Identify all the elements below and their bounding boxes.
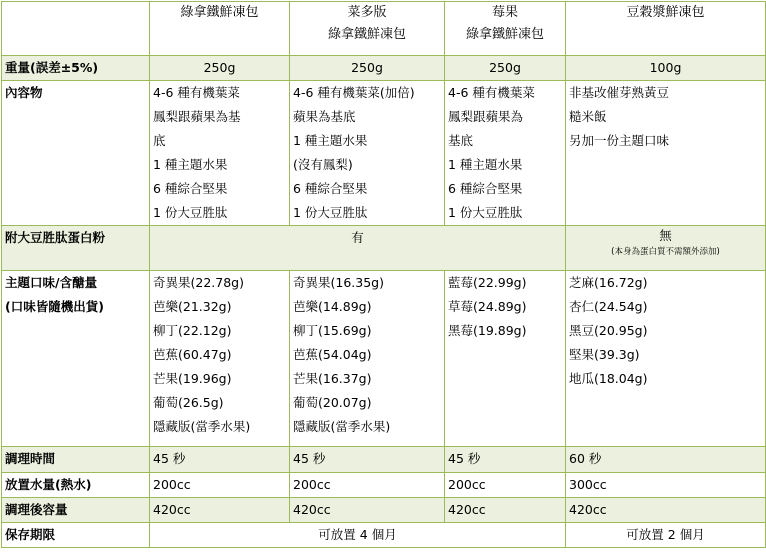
weight-value-1: 250g — [150, 56, 290, 81]
contents-item: 基底 — [448, 133, 474, 148]
volume-value-1: 420cc — [150, 498, 290, 523]
flavor-item: 芭樂(21.32g) — [153, 299, 232, 314]
header-veggie-latte-line2: 綠拿鐵鮮凍包 — [327, 27, 406, 42]
header-green-latte — [150, 2, 290, 56]
flavor-item: 芭蕉(60.47g) — [153, 347, 232, 362]
weight-value-3: 250g — [445, 56, 566, 81]
header-veggie-latte-line1: 菜多版 — [347, 5, 387, 20]
contents-item: 4-6 種有機葉菜 — [153, 85, 240, 100]
contents-item: 4-6 種有機葉菜(加倍) — [293, 85, 415, 100]
contents-item: 6 種綜合堅果 — [448, 181, 523, 196]
protein-yes: 有 — [150, 226, 566, 271]
flavors-row — [2, 271, 766, 447]
flavor-item: 黑豆(20.95g) — [569, 323, 648, 338]
cook-time-value-3: 45 秒 — [445, 447, 566, 473]
header-bean-grain-line1: 豆穀漿鮮凍包 — [626, 5, 705, 20]
contents-col-4 — [566, 81, 766, 226]
flavor-item: 芒果(19.96g) — [153, 371, 232, 386]
header-berry-latte-line2: 綠拿鐵鮮凍包 — [465, 27, 544, 42]
header-berry-latte — [445, 2, 566, 56]
contents-item: 1 種主題水果 — [293, 133, 368, 148]
weight-label: 重量(誤差±5%) — [2, 56, 150, 81]
volume-label: 調理後容量 — [2, 498, 150, 523]
flavor-item: 柳丁(22.12g) — [153, 323, 232, 338]
shelf-label: 保存期限 — [2, 523, 150, 548]
contents-col-1 — [150, 81, 290, 226]
flavor-item: 奇異果(22.78g) — [153, 275, 244, 290]
contents-item: 糙米飯 — [569, 109, 607, 124]
header-green-latte-line1: 綠拿鐵鮮凍包 — [180, 5, 259, 20]
flavor-item: 芒果(16.37g) — [293, 371, 372, 386]
shelf-last: 可放置 2 個月 — [566, 523, 766, 548]
contents-label: 內容物 — [2, 81, 150, 226]
cook-time-value-1: 45 秒 — [150, 447, 290, 473]
protein-row — [2, 226, 766, 271]
cook-time-value-4: 60 秒 — [566, 447, 766, 473]
header-row — [2, 2, 766, 56]
flavor-item: 柳丁(15.69g) — [293, 323, 372, 338]
flavor-item: 杏仁(24.54g) — [569, 299, 648, 314]
contents-item: 1 種主題水果 — [153, 157, 228, 172]
flavors-col-3 — [445, 271, 566, 447]
volume-row — [2, 498, 766, 523]
contents-item: 鳳梨跟蘋果為 — [448, 109, 524, 124]
header-bean-grain — [566, 2, 766, 56]
contents-item: 蘋果為基底 — [293, 109, 356, 124]
protein-note: (本身為蛋白質不需額外添加) — [611, 247, 720, 257]
contents-item: 6 種綜合堅果 — [153, 181, 228, 196]
flavor-item: 葡萄(26.5g) — [153, 395, 224, 410]
contents-item: 6 種綜合堅果 — [293, 181, 368, 196]
protein-label: 附大豆胜肽蛋白粉 — [2, 226, 150, 271]
volume-value-3: 420cc — [445, 498, 566, 523]
header-corner — [2, 2, 150, 56]
protein-no: 無 — [659, 228, 672, 243]
flavor-item: 隱藏版(當季水果) — [153, 419, 251, 434]
contents-col-3 — [445, 81, 566, 226]
header-berry-latte-line1: 莓果 — [491, 5, 518, 20]
contents-row — [2, 81, 766, 226]
contents-item: 1 份大豆胜肽 — [448, 205, 523, 220]
flavor-item: 草莓(24.89g) — [448, 299, 527, 314]
contents-item: 非基改催芽熟黃豆 — [569, 85, 670, 100]
flavor-item: 堅果(39.3g) — [569, 347, 640, 362]
flavors-col-1 — [150, 271, 290, 447]
product-comparison-table — [1, 1, 766, 548]
flavors-col-4 — [566, 271, 766, 447]
flavor-item: 藍莓(22.99g) — [448, 275, 527, 290]
flavors-label — [2, 271, 150, 447]
water-value-4: 300cc — [566, 473, 766, 498]
volume-value-4: 420cc — [566, 498, 766, 523]
contents-item: 另加一份主題口味 — [569, 133, 670, 148]
water-value-1: 200cc — [150, 473, 290, 498]
flavor-item: 黑莓(19.89g) — [448, 323, 527, 338]
contents-item: 1 份大豆胜肽 — [153, 205, 228, 220]
flavors-col-2 — [290, 271, 445, 447]
water-value-2: 200cc — [290, 473, 445, 498]
volume-value-2: 420cc — [290, 498, 445, 523]
cook-time-value-2: 45 秒 — [290, 447, 445, 473]
contents-item: 1 種主題水果 — [448, 157, 523, 172]
shelf-row — [2, 523, 766, 548]
contents-item: 鳳梨跟蘋果為基 — [153, 109, 241, 124]
flavor-item: 葡萄(20.07g) — [293, 395, 372, 410]
water-label: 放置水量(熱水) — [2, 473, 150, 498]
cook-time-row — [2, 447, 766, 473]
contents-col-2 — [290, 81, 445, 226]
flavor-item: 芭蕉(54.04g) — [293, 347, 372, 362]
flavor-item: 地瓜(18.04g) — [569, 371, 648, 386]
cook-time-label: 調理時間 — [2, 447, 150, 473]
water-value-3: 200cc — [445, 473, 566, 498]
contents-item: 4-6 種有機葉菜 — [448, 85, 535, 100]
header-veggie-latte — [290, 2, 445, 56]
weight-row — [2, 56, 766, 81]
protein-no-cell — [566, 226, 766, 271]
water-row — [2, 473, 766, 498]
flavor-item: 芝麻(16.72g) — [569, 275, 648, 290]
flavors-label-line1: 主題口味/含醣量 — [5, 275, 98, 290]
weight-value-4: 100g — [566, 56, 766, 81]
contents-item: 1 份大豆胜肽 — [293, 205, 368, 220]
flavor-item: 芭樂(14.89g) — [293, 299, 372, 314]
flavor-item: 隱藏版(當季水果) — [293, 419, 391, 434]
weight-value-2: 250g — [290, 56, 445, 81]
shelf-main: 可放置 4 個月 — [150, 523, 566, 548]
contents-item: 底 — [153, 133, 166, 148]
flavors-label-line2: (口味皆隨機出貨) — [5, 299, 104, 314]
contents-item: (沒有鳳梨) — [293, 157, 353, 172]
flavor-item: 奇異果(16.35g) — [293, 275, 384, 290]
